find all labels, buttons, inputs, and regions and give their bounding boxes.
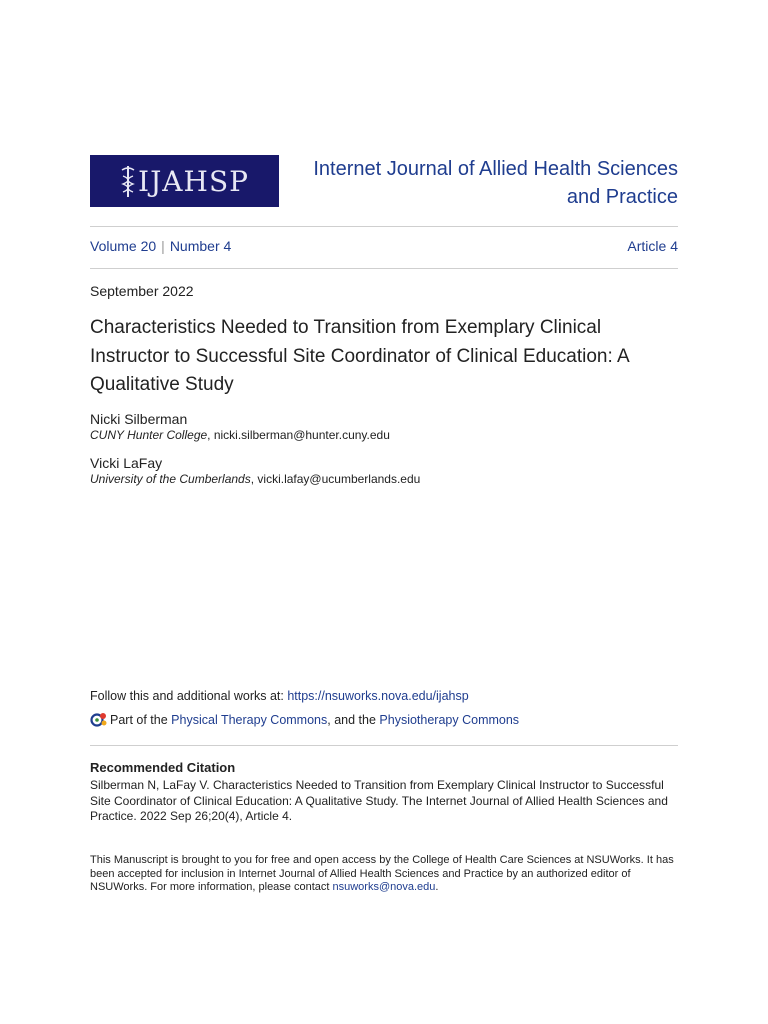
- article-title: Characteristics Needed to Transition from Exemplary Clinical Instructor to Successful Site Coordinator of Clinical Education: A Qualitative Study: [90, 317, 629, 395]
- journal-header: [90, 155, 678, 207]
- caduceus-icon: [120, 164, 136, 198]
- journal-title[interactable]: Internet Journal of Allied Health Sciences and Practice: [313, 158, 678, 208]
- contact-email-link[interactable]: nsuworks@nova.edu: [332, 881, 436, 893]
- separator: |: [161, 238, 165, 254]
- publication-date: September 2022: [90, 283, 194, 299]
- citation-text: Silberman N, LaFay V. Characteristics Needed to Transition from Exemplary Clinical Instructor to Successful Site Coordinator of Clinical Education: A Qualitative Study. The Internet Journal of Allied Health Sciences and Practice. 2022 Sep 26;20(4), Article 4.: [90, 778, 668, 823]
- number-link[interactable]: Number 4: [169, 238, 232, 254]
- article-link[interactable]: Article 4: [627, 238, 678, 254]
- part-of-line: Part of the Physical Therapy Commons , and the Physiotherapy Commons: [90, 712, 519, 728]
- author-name: Nicki Silberman: [90, 411, 188, 427]
- citation-heading: Recommended Citation: [90, 760, 236, 775]
- author-name: Vicki LaFay: [90, 455, 163, 471]
- repository-link[interactable]: https://nsuworks.nova.edu/ijahsp: [287, 689, 469, 703]
- author-affiliation: University of the Cumberlands, vicki.lafay@ucumberlands.edu: [90, 472, 421, 486]
- divider: [90, 268, 678, 269]
- logo-text: IJAHSP: [120, 164, 249, 198]
- divider: [90, 745, 678, 746]
- journal-logo[interactable]: [90, 155, 279, 207]
- volume-link[interactable]: Volume 20: [90, 238, 157, 254]
- follow-line: Follow this and additional works at: https://nsuworks.nova.edu/ijahsp: [90, 689, 469, 703]
- access-notice: This Manuscript is brought to you for free and open access by the College of Health Care Sciences at NSUWorks. It has been accepted for inclusion in Internet Journal of Allied Health Sciences and Practice by an authorized editor of NSUWorks. For more information, please contact nsuworks@nova.edu.: [90, 854, 674, 893]
- physical-therapy-commons-link[interactable]: Physical Therapy Commons: [171, 713, 328, 727]
- network-icon: [90, 712, 108, 728]
- physiotherapy-commons-link[interactable]: Physiotherapy Commons: [379, 713, 520, 727]
- author-affiliation: CUNY Hunter College, nicki.silberman@hunter.cuny.edu: [90, 428, 390, 442]
- issue-info: [90, 238, 678, 254]
- divider: [90, 226, 678, 227]
